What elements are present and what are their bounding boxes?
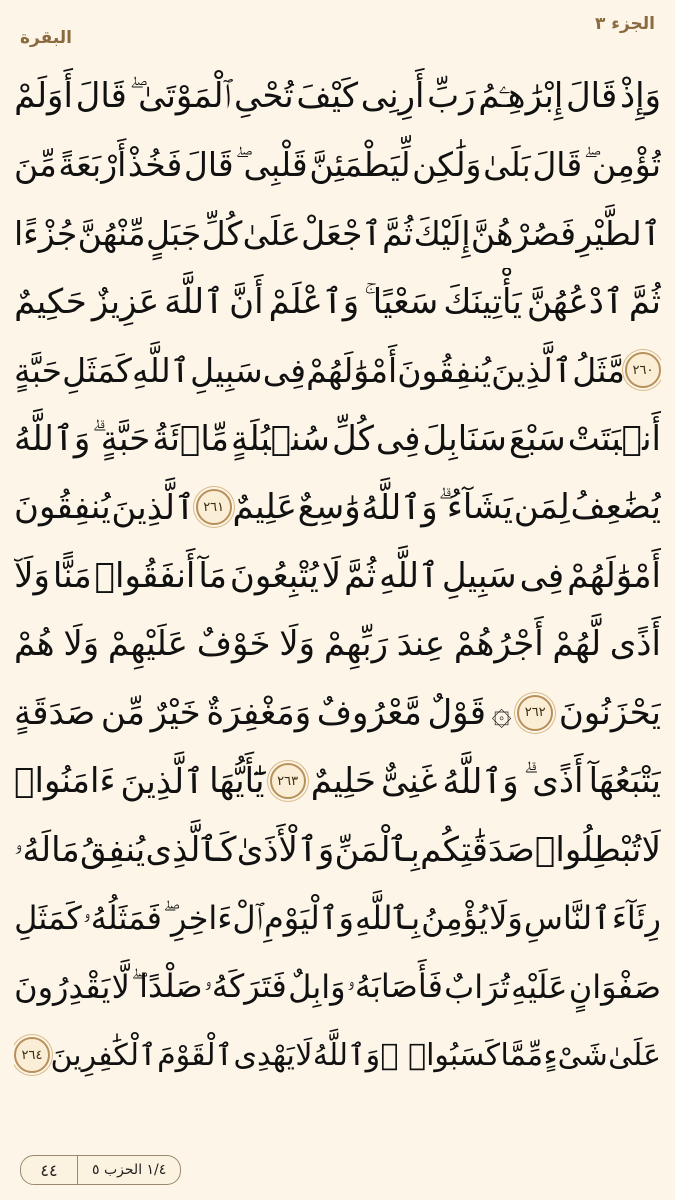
word: يُنفِقُ: [79, 829, 146, 870]
word: ٱلْقَوْمَ: [157, 1037, 234, 1073]
word: بِٱلْمَنِّ: [334, 830, 420, 871]
word: وَلَٰكِن: [412, 145, 482, 185]
word: وَلَا: [63, 624, 100, 665]
word: وَٱلْأَذَىٰ: [236, 830, 335, 871]
ayah-number-marker: ٢٦٤: [14, 1037, 50, 1073]
word: مَالَهُۥ: [14, 829, 80, 870]
word: سَعْيًا ۚ: [364, 281, 439, 322]
quran-text: [14, 62, 661, 1090]
word: وَمَغْفِرَةٌ: [206, 692, 312, 733]
text-line: [14, 473, 661, 542]
word: يَأْتِينَكَ: [443, 281, 522, 322]
word: أَنفَقُوا۟: [94, 555, 196, 596]
word: قَالَ: [532, 145, 583, 185]
word: ٱلْمَوْتَىٰ ۖ: [129, 76, 232, 117]
word: إِبْرَٰهِـۧمُ: [478, 76, 564, 117]
word: أَمْوَٰلَهُمْ: [567, 555, 661, 596]
text-line: [14, 884, 661, 953]
word: حَلِيمٌ: [310, 761, 376, 802]
surah-name: البقرة: [20, 28, 72, 48]
word: فِى: [262, 350, 306, 390]
word: عَلَيْهِ: [510, 967, 568, 1006]
word: سُنۢبُلَةٍ: [231, 418, 330, 459]
ayah-number-marker: ٢٦١: [196, 489, 232, 525]
word: وَٱللَّهُ: [312, 1037, 381, 1073]
word: وَلَآ: [14, 555, 50, 596]
word: ثُمَّ: [344, 555, 377, 596]
word: تُحْىِ: [233, 76, 294, 117]
word: لِمَن: [513, 487, 570, 528]
word: أَذًى: [609, 624, 661, 665]
word: قَالَ: [75, 76, 127, 117]
word: وَٱلْيَوْمِ: [263, 899, 354, 938]
text-line: [14, 62, 661, 131]
word: لَا: [321, 555, 342, 596]
page-number: ٤٤: [20, 1155, 78, 1185]
word: عِندَ: [396, 624, 446, 665]
word: ٱلَّذِينَ: [120, 761, 205, 802]
word: أَنۢبَتَتْ: [567, 418, 661, 459]
word: أَمْوَٰلَهُمْ: [306, 350, 398, 390]
word: فَخُذْ: [127, 145, 183, 185]
word: حَكِيمٌ: [14, 281, 87, 322]
word: أَنَّ: [229, 281, 264, 322]
word: ٱلَّذِينَ: [111, 487, 195, 528]
word: مِّنَ: [14, 145, 57, 185]
word: قَالَ: [183, 145, 234, 185]
word: يُضَٰعِفُ: [570, 487, 661, 528]
word: وَٱللَّهُ: [361, 487, 438, 528]
text-line: [14, 1021, 661, 1090]
word: ءَامَنُوا۟: [14, 761, 116, 802]
word: ٱللَّهَ: [164, 282, 225, 323]
word: فَتَرَكَهُۥ: [203, 967, 287, 1006]
word: أَرِنِى: [360, 76, 425, 117]
text-line: [14, 747, 661, 816]
word: خَيْرٌ: [150, 692, 201, 733]
word: حَبَّةٍ: [14, 350, 63, 390]
word: فَصُرْهُنَّ: [470, 213, 577, 253]
word: عَلِيمٌ: [232, 487, 297, 528]
word: عَلَىٰ: [608, 1037, 661, 1073]
word: ٱللَّهِ: [131, 350, 190, 390]
word: وَٱعْلَمْ: [268, 282, 360, 323]
word: بِٱللَّهِ: [354, 899, 421, 938]
word: كُلِّ: [201, 213, 243, 253]
word: كَمَثَلِ: [14, 899, 82, 938]
word: يَحْزَنُونَ: [558, 692, 661, 733]
word: ٱجْعَلْ: [301, 213, 382, 253]
word: مَآ: [198, 555, 227, 596]
word: تُؤْمِن ۖ: [583, 144, 661, 184]
word: شَىْءٍ: [543, 1037, 608, 1073]
word: لَّا: [111, 967, 130, 1006]
text-line: [14, 610, 661, 679]
word: عَزِيزٌ: [91, 281, 160, 322]
word: عَلَيْهِمْ: [107, 624, 188, 665]
word: كَٱلَّذِى: [145, 830, 237, 871]
word: أَذًى ۗ: [523, 761, 584, 802]
word: وَابِلٌ: [288, 967, 346, 1006]
text-line: [14, 268, 661, 337]
word: أَرْبَعَةً: [58, 145, 127, 185]
word: مِّنْهُنَّ: [77, 213, 146, 253]
word: غَنِىٌّ: [380, 761, 438, 802]
word: جَبَلٍ: [145, 213, 202, 253]
word: يُنفِقُونَ: [14, 487, 111, 528]
word: يُؤْمِنُ: [421, 899, 489, 938]
word: وَلَا: [279, 624, 316, 665]
text-line: [14, 131, 661, 200]
word: مَّعْرُوفٌ: [316, 692, 422, 733]
ayah-number-marker: ٢٦٣: [270, 763, 306, 799]
word: يَقْدِرُونَ: [14, 967, 111, 1006]
text-line: [14, 953, 661, 1022]
text-line: [14, 199, 661, 268]
word: صَلْدًا ۖ: [131, 967, 203, 1006]
word: ٱلطَّيْرِ: [576, 213, 661, 253]
word: يُتْبِعُونَ: [229, 555, 319, 596]
text-line: [14, 679, 661, 748]
word: لَا: [295, 1037, 313, 1073]
word: لِّيَطْمَئِنَّ: [309, 145, 411, 185]
word: ٱدْعُهُنَّ: [526, 282, 624, 323]
word: مِّن: [100, 692, 145, 733]
word: مِّمَّا: [500, 1037, 544, 1073]
word: سَبِيلِ: [441, 555, 517, 596]
word: فَأَصَابَهُۥ: [346, 967, 443, 1006]
word: وَٱللَّهُ: [442, 761, 519, 802]
word: فِى: [519, 555, 565, 596]
ayah-number-marker: ٢٦٠: [625, 352, 661, 388]
word: صَدَقَةٍ: [14, 692, 96, 733]
hizb-indicator: ١/٤ الحزب ٥: [78, 1155, 181, 1185]
page-header: [20, 14, 655, 50]
word: وَلَا: [489, 899, 523, 938]
text-line: [14, 816, 661, 885]
word: أَوَلَمْ: [14, 76, 73, 117]
word: رَبِّ: [427, 76, 476, 117]
word: مَنًّا: [52, 555, 92, 596]
word: لَّهُمْ: [552, 624, 602, 665]
word: ٱللَّهِ: [379, 556, 439, 597]
word: مِّا۟ئَةُ: [152, 418, 229, 459]
word: كَمَثَلِ: [62, 350, 132, 390]
word: رِئَآءَ: [611, 899, 661, 938]
word: يَشَآءُ ۗ: [438, 487, 514, 528]
word: ثُمَّ: [628, 281, 661, 322]
word: أَجْرُهُمْ: [453, 624, 544, 665]
word: صَدَقَٰتِكُم: [420, 829, 535, 870]
word: كُلِّ: [331, 418, 374, 459]
word: يَهْدِى: [233, 1037, 295, 1073]
page-footer: [20, 1154, 181, 1186]
word: تُرَابٌ: [444, 967, 510, 1006]
word: هُمْ: [14, 624, 55, 665]
word: رَبِّهِمْ: [323, 624, 388, 665]
word: مَّثَلُ: [572, 350, 625, 390]
word: وَٰسِعٌ: [297, 487, 361, 528]
word: قَالَ: [565, 76, 618, 117]
ayah-number-marker: ٢٦٢: [517, 695, 553, 731]
word: قَلْبِى ۖ: [235, 144, 308, 184]
text-line: [14, 336, 661, 405]
word: يَتْبَعُهَآ: [588, 761, 661, 802]
word: سَبْعَ: [508, 418, 566, 459]
word: ٱلنَّاسِ: [523, 899, 611, 938]
word: صَفْوَانٍ: [568, 967, 661, 1006]
word: فَمَثَلُهُۥ: [82, 898, 162, 937]
word: سَبِيلِ: [190, 350, 263, 390]
word: ٱلْءَاخِرِ ۖ: [162, 898, 263, 937]
word: كَسَبُوا۟ ۗ: [380, 1037, 501, 1073]
word: تُبْطِلُوا۟: [535, 829, 642, 870]
word: ٱلْكَٰفِرِينَ: [50, 1037, 157, 1073]
word: وَٱللَّهُ: [14, 419, 91, 460]
word: يَٰٓأَيُّهَا: [209, 761, 265, 802]
word: قَوْلٌ: [427, 692, 486, 733]
word: جُزْءًا: [14, 213, 78, 253]
word: يُنفِقُونَ: [397, 350, 492, 390]
text-line: [14, 405, 661, 474]
word: لَا: [641, 829, 661, 870]
word: فِى: [375, 418, 421, 459]
word: خَوْفٌ: [196, 624, 271, 665]
word: كَيْفَ: [296, 76, 359, 117]
word: عَلَىٰ: [242, 213, 301, 253]
word: ٱلَّذِينَ: [491, 350, 573, 390]
word: وَإِذْ: [619, 76, 661, 117]
word: سَنَابِلَ: [422, 418, 507, 459]
word: ۞: [491, 693, 512, 734]
juz-label: الجزء ٣: [594, 14, 655, 34]
text-line: [14, 542, 661, 611]
word: ثُمَّ: [382, 213, 414, 253]
word: إِلَيْكَ: [413, 213, 471, 253]
word: حَبَّةٍ ۗ: [92, 418, 151, 459]
word: بَلَىٰ: [483, 145, 531, 185]
